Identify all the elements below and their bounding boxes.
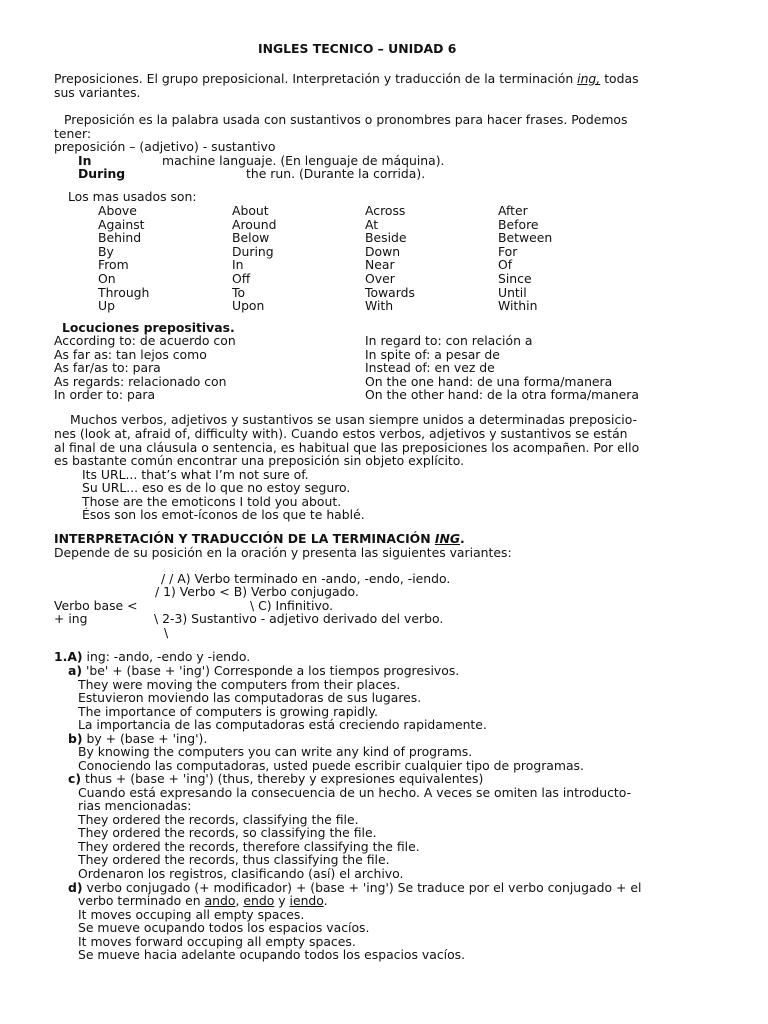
preposition-cell: Through — [98, 284, 150, 300]
part1-a-example-1: They were moving the computers from their places. — [78, 677, 401, 692]
part1-d-line-2-text: verbo terminado en — [78, 893, 205, 908]
preposition-cell: Around — [232, 216, 277, 232]
preposition-cell: Upon — [232, 298, 265, 314]
def-line-3: preposición – (adjetivo) - sustantivo — [54, 139, 276, 154]
preposition-cell: About — [232, 203, 269, 218]
locucion-entry: According to: de acuerdo con — [54, 333, 236, 348]
ing-diagram-line-4: \ 2-3) Sustantivo - adjetivo derivado del verbo. — [154, 611, 444, 626]
verbs-example-3: Those are the emoticons I told you about. — [82, 494, 342, 509]
ing-diagram-plus-ing: + ing — [54, 611, 88, 626]
preposition-cell: Near — [365, 257, 395, 273]
part1-c-example-3: They ordered the records, therefore classifying the file. — [78, 839, 420, 854]
ing-heading-ing: ING — [434, 531, 461, 546]
part1-b-text: by + (base + 'ing'). — [82, 731, 208, 746]
preposition-cell: Up — [98, 298, 115, 314]
part1-c-text: thus + (base + 'ing') (thus, thereby y expresiones equivalentes) — [81, 771, 484, 786]
part1-c-heading — [68, 772, 483, 786]
preposition-cell: Within — [498, 298, 538, 314]
part1-d-endo: endo — [243, 893, 275, 908]
preposition-cell: Against — [98, 216, 145, 232]
part1-c-line-1: Cuando está expresando la consecuencia de un hecho. A veces se omiten las introducto- — [78, 785, 632, 800]
page-title: INGLES TECNICO – UNIDAD 6 — [258, 41, 457, 56]
part1-b-example-2: Conociendo las computadoras, usted puede escribir cualquier tipo de programas. — [78, 758, 584, 773]
preposition-cell: Off — [232, 271, 251, 286]
def-example-1-text: machine languaje. (En lenguaje de máquina). — [162, 153, 445, 168]
locucion-entry: In order to: para — [54, 387, 156, 403]
part1-b-label: b) — [68, 731, 83, 746]
preposition-cell: Above — [98, 203, 137, 218]
ing-diagram-line-1: / / A) Verbo terminado en -ando, -endo, -iendo. — [161, 571, 451, 586]
part1-a-example-3: The importance of computers is growing rapidly. — [78, 704, 378, 719]
preposition-cell: Towards — [365, 284, 415, 300]
part1-d-example-3: It moves forward occuping all empty spaces. — [78, 934, 356, 949]
part1-c-example-1: They ordered the records, classifying the file. — [78, 812, 359, 827]
preposition-cell: Across — [365, 203, 406, 218]
ing-subheading: Depende de su posición en la oración y presenta las siguientes variantes: — [54, 545, 512, 560]
locucion-entry: On the one hand: de una forma/manera — [365, 373, 613, 389]
intro-ing: ing, — [577, 71, 601, 86]
preposition-cell: On — [98, 271, 116, 286]
part1-heading — [54, 650, 250, 664]
def-line-1: Preposición es la palabra usada con sustantivos o pronombres para hacer frases. Podemos — [64, 112, 628, 127]
ing-heading — [54, 532, 465, 546]
ing-diagram-verbo-base: Verbo base < — [54, 598, 138, 613]
part1-a-label: a) — [68, 663, 83, 678]
ing-diagram-line-5: \ — [164, 625, 169, 640]
part1-a-heading — [68, 664, 459, 678]
preposition-cell: For — [498, 243, 518, 259]
intro-line-2: sus variantes. — [54, 85, 141, 100]
locucion-entry: Instead of: en vez de — [365, 360, 495, 376]
part1-d-example-4: Se mueve hacia adelante ocupando todos los espacios vacíos. — [78, 947, 466, 962]
intro-text-post: todas — [600, 71, 639, 86]
part1-a-text: 'be' + (base + 'ing') Corresponde a los tiempos progresivos. — [82, 663, 460, 678]
preposition-cell: Of — [498, 257, 513, 273]
preposition-cell: After — [498, 203, 528, 218]
preposition-cell: Below — [232, 230, 270, 246]
part1-a-example-2: Estuvieron moviendo las computadoras de sus lugares. — [78, 690, 422, 705]
preposition-cell: With — [365, 298, 394, 314]
locucion-entry: As far/as to: para — [54, 360, 161, 376]
preposition-cell: In — [232, 257, 244, 273]
part1-d-line-2 — [78, 894, 328, 908]
def-example-2-text: the run. (Durante la corrida). — [246, 166, 426, 181]
preposition-cell: From — [98, 257, 129, 273]
part1-c-example-4: They ordered the records, thus classifying the file. — [78, 852, 390, 867]
part1-c-line-2: rias mencionadas: — [78, 798, 192, 813]
preposition-cell: Beside — [365, 230, 407, 246]
preposition-cell: Behind — [98, 230, 142, 246]
ing-diagram-line-3: \ C) Infinitivo. — [250, 598, 334, 613]
locucion-entry: In spite of: a pesar de — [365, 346, 500, 362]
preposition-cell: Over — [365, 271, 395, 286]
intro-text: Preposiciones. El grupo preposicional. Interpretación y traducción de la terminación — [54, 71, 578, 86]
part1-d-sep: , — [235, 893, 244, 908]
verbs-example-1: Its URL... that’s what I’m not sure of. — [82, 467, 309, 482]
most-used-heading: Los mas usados son: — [68, 189, 197, 204]
verbs-line-4: es bastante común encontrar una preposición sin objeto explícito. — [54, 453, 465, 468]
part1-c-example-2: They ordered the records, so classifying the file. — [78, 825, 377, 840]
verbs-line-3: al final de una cláusula o sentencia, es habitual que las preposiciones los acompañen. Por ello — [54, 440, 640, 455]
verbs-example-2: Su URL... eso es de lo que no estoy seguro. — [82, 480, 351, 495]
def-example-2-prep: During — [78, 166, 126, 181]
preposition-cell: Before — [498, 216, 539, 232]
preposition-cell: Down — [365, 243, 401, 259]
part1-d-example-1: It moves occuping all empty spaces. — [78, 907, 305, 922]
locucion-entry: As far as: tan lejos como — [54, 346, 207, 362]
part1-heading-text: ing: -ando, -endo y -iendo. — [82, 649, 251, 664]
part1-number: 1.A) — [54, 649, 83, 664]
part1-c-translation: Ordenaron los registros, clasificando (así) el archivo. — [78, 866, 404, 881]
part1-d-example-2: Se mueve ocupando todos los espacios vacíos. — [78, 920, 370, 935]
preposition-cell: To — [232, 284, 246, 300]
preposition-cell: At — [365, 216, 379, 232]
part1-d-text: verbo conjugado (+ modificador) + (base + 'ing') Se traduce por el verbo conjugado + el — [82, 880, 642, 895]
preposition-cell: During — [232, 243, 274, 259]
def-line-2: tener: — [54, 126, 92, 141]
preposition-cell: Until — [498, 284, 527, 300]
def-example-1-prep: In — [78, 153, 92, 168]
verbs-line-1: Muchos verbos, adjetivos y sustantivos se usan siempre unidos a determinadas preposicio- — [70, 412, 638, 427]
locucion-entry: In regard to: con relación a — [365, 333, 533, 348]
locuciones-heading: Locuciones prepositivas. — [62, 320, 235, 335]
verbs-line-2: nes (look at, afraid of, difficulty with). Cuando estos verbos, adjetivos y sustantivos se están — [54, 426, 628, 441]
part1-d-end: . — [323, 893, 328, 908]
ing-diagram-line-2: / 1) Verbo < B) Verbo conjugado. — [155, 584, 359, 599]
preposition-cell: By — [98, 243, 114, 259]
part1-c-label: c) — [68, 771, 82, 786]
verbs-example-4: Ésos son los emot-íconos de los que te hablé. — [82, 507, 365, 522]
part1-b-example-1: By knowing the computers you can write any kind of programs. — [78, 744, 473, 759]
intro-line-1 — [54, 72, 639, 86]
part1-d-iendo: iendo — [289, 893, 324, 908]
part1-d-label: d) — [68, 880, 83, 895]
ing-heading-text: INTERPRETACIÓN Y TRADUCCIÓN DE LA TERMINACIÓN — [54, 531, 435, 546]
locucion-entry: As regards: relacionado con — [54, 373, 227, 389]
preposition-cell: Between — [498, 230, 553, 246]
ing-heading-dot: . — [460, 531, 465, 546]
part1-d-y: y — [274, 893, 290, 908]
locucion-entry: On the other hand: de la otra forma/manera — [365, 387, 639, 403]
part1-a-example-4: La importancia de las computadoras está creciendo rapidamente. — [78, 717, 487, 732]
preposition-cell: Since — [498, 271, 532, 286]
part1-d-ando: ando — [204, 893, 236, 908]
